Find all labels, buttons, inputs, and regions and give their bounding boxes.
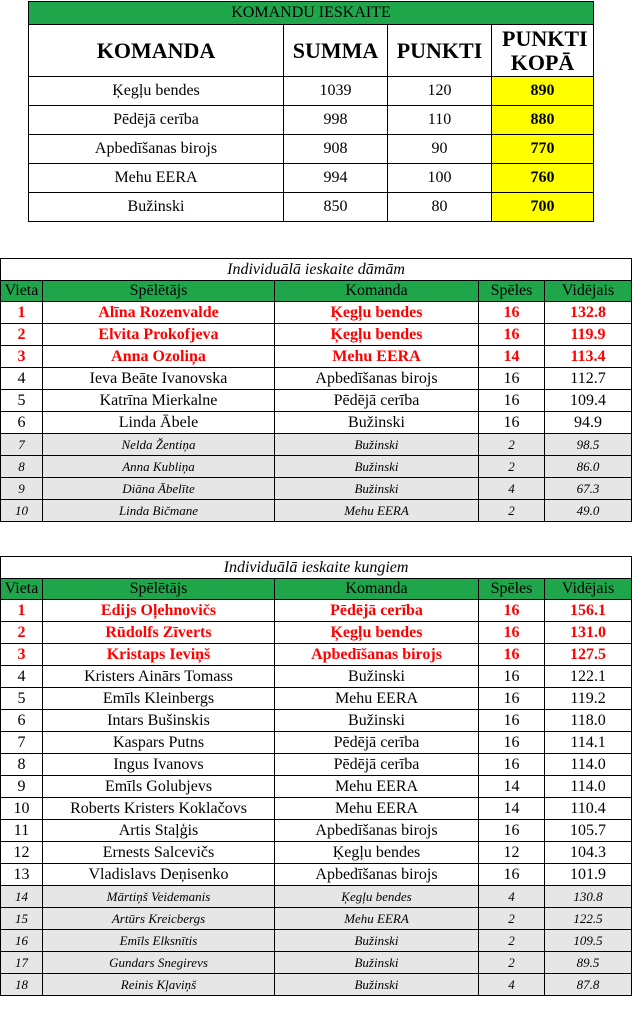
average-cell: 114.0 — [545, 776, 632, 798]
games-cell: 2 — [479, 952, 545, 974]
place-cell: 15 — [1, 908, 43, 930]
header-komanda: Komanda — [275, 281, 479, 302]
games-cell: 16 — [479, 412, 545, 434]
women-table-title: Individuālā ieskaite dāmām — [1, 259, 632, 281]
table-row — [1, 478, 632, 500]
player-cell: Mārtiņš Veidemanis — [43, 886, 275, 908]
header-punkti: PUNKTI — [388, 25, 492, 77]
team-punkti-kopa: 760 — [492, 164, 594, 193]
games-cell: 2 — [479, 908, 545, 930]
team-cell: Ķegļu bendes — [275, 302, 479, 324]
games-cell: 16 — [479, 710, 545, 732]
table-row — [1, 930, 632, 952]
average-cell: 49.0 — [545, 500, 632, 522]
average-cell: 127.5 — [545, 644, 632, 666]
table-row — [1, 688, 632, 710]
place-cell: 2 — [1, 324, 43, 346]
average-cell: 118.0 — [545, 710, 632, 732]
team-cell: Bužinski — [275, 456, 479, 478]
table-row — [1, 776, 632, 798]
games-cell: 14 — [479, 798, 545, 820]
player-cell: Anna Kubliņa — [43, 456, 275, 478]
average-cell: 94.9 — [545, 412, 632, 434]
table-row — [1, 302, 632, 324]
team-cell: Ķegļu bendes — [275, 886, 479, 908]
header-speles: Spēles — [479, 579, 545, 600]
player-cell: Intars Bušinskis — [43, 710, 275, 732]
average-cell: 122.1 — [545, 666, 632, 688]
average-cell: 132.8 — [545, 302, 632, 324]
games-cell: 12 — [479, 842, 545, 864]
average-cell: 98.5 — [545, 434, 632, 456]
header-videjais: Vidējais — [545, 579, 632, 600]
place-cell: 4 — [1, 666, 43, 688]
player-cell: Vladislavs Deņisenko — [43, 864, 275, 886]
header-vieta: Vieta — [1, 579, 43, 600]
games-cell: 4 — [479, 886, 545, 908]
header-summa: SUMMA — [284, 25, 388, 77]
table-row — [1, 974, 632, 996]
table-row — [1, 412, 632, 434]
player-cell: Anna Ozoliņa — [43, 346, 275, 368]
team-cell: Apbedīšanas birojs — [275, 368, 479, 390]
table-row — [1, 456, 632, 478]
table-row — [1, 622, 632, 644]
place-cell: 13 — [1, 864, 43, 886]
place-cell: 9 — [1, 776, 43, 798]
team-cell: Mehu EERA — [275, 798, 479, 820]
team-row — [29, 106, 594, 135]
team-punkti-kopa: 700 — [492, 193, 594, 222]
team-cell: Bužinski — [275, 666, 479, 688]
games-cell: 2 — [479, 930, 545, 952]
games-cell: 4 — [479, 478, 545, 500]
team-punkti: 120 — [388, 77, 492, 106]
team-cell: Mehu EERA — [275, 688, 479, 710]
games-cell: 16 — [479, 622, 545, 644]
table-row — [1, 886, 632, 908]
table-row — [1, 864, 632, 886]
table-row — [1, 952, 632, 974]
average-cell: 110.4 — [545, 798, 632, 820]
team-cell: Mehu EERA — [275, 908, 479, 930]
place-cell: 7 — [1, 434, 43, 456]
player-cell: Emīls Kleinbergs — [43, 688, 275, 710]
table-row — [1, 908, 632, 930]
table-row — [1, 500, 632, 522]
table-row — [1, 798, 632, 820]
team-name: Pēdējā cerība — [29, 106, 284, 135]
team-cell: Apbedīšanas birojs — [275, 820, 479, 842]
header-videjais: Vidējais — [545, 281, 632, 302]
table-row — [1, 434, 632, 456]
team-cell: Mehu EERA — [275, 346, 479, 368]
team-standings-table — [28, 1, 594, 222]
place-cell: 16 — [1, 930, 43, 952]
player-cell: Linda Bičmane — [43, 500, 275, 522]
average-cell: 130.8 — [545, 886, 632, 908]
average-cell: 119.2 — [545, 688, 632, 710]
player-cell: Kaspars Putns — [43, 732, 275, 754]
average-cell: 105.7 — [545, 820, 632, 842]
place-cell: 6 — [1, 710, 43, 732]
games-cell: 16 — [479, 600, 545, 622]
team-cell: Bužinski — [275, 434, 479, 456]
table-row — [1, 368, 632, 390]
average-cell: 114.1 — [545, 732, 632, 754]
place-cell: 17 — [1, 952, 43, 974]
team-row — [29, 77, 594, 106]
place-cell: 9 — [1, 478, 43, 500]
place-cell: 8 — [1, 754, 43, 776]
table-row — [1, 732, 632, 754]
player-cell: Reinis Kļaviņš — [43, 974, 275, 996]
place-cell: 6 — [1, 412, 43, 434]
team-punkti-kopa: 880 — [492, 106, 594, 135]
men-table-title: Individuālā ieskaite kungiem — [1, 557, 632, 579]
team-cell: Apbedīšanas birojs — [275, 644, 479, 666]
place-cell: 5 — [1, 390, 43, 412]
team-cell: Bužinski — [275, 952, 479, 974]
team-summa: 850 — [284, 193, 388, 222]
header-vieta: Vieta — [1, 281, 43, 302]
table-row — [1, 600, 632, 622]
table-row — [1, 710, 632, 732]
games-cell: 16 — [479, 666, 545, 688]
team-cell: Mehu EERA — [275, 500, 479, 522]
team-summa: 994 — [284, 164, 388, 193]
team-cell: Ķegļu bendes — [275, 622, 479, 644]
table-row — [1, 842, 632, 864]
games-cell: 2 — [479, 500, 545, 522]
team-cell: Bužinski — [275, 930, 479, 952]
table-row — [1, 346, 632, 368]
team-cell: Bužinski — [275, 710, 479, 732]
player-cell: Emīls Golubjevs — [43, 776, 275, 798]
team-table-title: KOMANDU IESKAITE — [29, 2, 594, 25]
place-cell: 18 — [1, 974, 43, 996]
place-cell: 4 — [1, 368, 43, 390]
place-cell: 3 — [1, 346, 43, 368]
player-cell: Ernests Salcevičs — [43, 842, 275, 864]
team-cell: Apbedīšanas birojs — [275, 864, 479, 886]
player-cell: Diāna Ābelīte — [43, 478, 275, 500]
header-speletajs: Spēlētājs — [43, 579, 275, 600]
table-row — [1, 666, 632, 688]
place-cell: 14 — [1, 886, 43, 908]
player-cell: Emīls Elksnītis — [43, 930, 275, 952]
player-cell: Roberts Kristers Koklačovs — [43, 798, 275, 820]
place-cell: 1 — [1, 302, 43, 324]
place-cell: 1 — [1, 600, 43, 622]
team-punkti: 90 — [388, 135, 492, 164]
average-cell: 131.0 — [545, 622, 632, 644]
place-cell: 10 — [1, 798, 43, 820]
games-cell: 2 — [479, 456, 545, 478]
player-cell: Ieva Beāte Ivanovska — [43, 368, 275, 390]
team-cell: Bužinski — [275, 974, 479, 996]
games-cell: 16 — [479, 754, 545, 776]
games-cell: 16 — [479, 732, 545, 754]
team-cell: Ķegļu bendes — [275, 324, 479, 346]
team-punkti: 80 — [388, 193, 492, 222]
team-cell: Mehu EERA — [275, 776, 479, 798]
place-cell: 3 — [1, 644, 43, 666]
games-cell: 16 — [479, 688, 545, 710]
average-cell: 109.4 — [545, 390, 632, 412]
games-cell: 16 — [479, 368, 545, 390]
games-cell: 16 — [479, 302, 545, 324]
team-row — [29, 135, 594, 164]
table-row — [1, 820, 632, 842]
team-row — [29, 164, 594, 193]
average-cell: 109.5 — [545, 930, 632, 952]
team-cell: Bužinski — [275, 478, 479, 500]
average-cell: 104.3 — [545, 842, 632, 864]
place-cell: 2 — [1, 622, 43, 644]
average-cell: 113.4 — [545, 346, 632, 368]
player-cell: Kristers Ainārs Tomass — [43, 666, 275, 688]
table-row — [1, 754, 632, 776]
header-speletajs: Spēlētājs — [43, 281, 275, 302]
team-punkti: 100 — [388, 164, 492, 193]
team-cell: Ķegļu bendes — [275, 842, 479, 864]
header-punkti-kopa: PUNKTI KOPĀ — [492, 25, 594, 77]
games-cell: 2 — [479, 434, 545, 456]
table-row — [1, 644, 632, 666]
average-cell: 101.9 — [545, 864, 632, 886]
team-summa: 998 — [284, 106, 388, 135]
team-punkti-kopa: 890 — [492, 77, 594, 106]
average-cell: 89.5 — [545, 952, 632, 974]
games-cell: 4 — [479, 974, 545, 996]
team-cell: Pēdējā cerība — [275, 732, 479, 754]
games-cell: 16 — [479, 390, 545, 412]
average-cell: 112.7 — [545, 368, 632, 390]
place-cell: 12 — [1, 842, 43, 864]
team-name: Ķegļu bendes — [29, 77, 284, 106]
player-cell: Edijs Oļehnovičs — [43, 600, 275, 622]
player-cell: Ingus Ivanovs — [43, 754, 275, 776]
average-cell: 114.0 — [545, 754, 632, 776]
games-cell: 16 — [479, 644, 545, 666]
average-cell: 119.9 — [545, 324, 632, 346]
average-cell: 122.5 — [545, 908, 632, 930]
team-name: Apbedīšanas birojs — [29, 135, 284, 164]
team-punkti-kopa: 770 — [492, 135, 594, 164]
player-cell: Nelda Žentiņa — [43, 434, 275, 456]
team-cell: Bužinski — [275, 412, 479, 434]
average-cell: 156.1 — [545, 600, 632, 622]
table-row — [1, 390, 632, 412]
games-cell: 16 — [479, 864, 545, 886]
team-summa: 908 — [284, 135, 388, 164]
place-cell: 8 — [1, 456, 43, 478]
header-komanda: Komanda — [275, 579, 479, 600]
player-cell: Artūrs Kreicbergs — [43, 908, 275, 930]
average-cell: 87.8 — [545, 974, 632, 996]
place-cell: 11 — [1, 820, 43, 842]
team-cell: Pēdējā cerība — [275, 600, 479, 622]
women-individual-table — [0, 258, 632, 522]
player-cell: Kristaps Ieviņš — [43, 644, 275, 666]
player-cell: Katrīna Mierkalne — [43, 390, 275, 412]
player-cell: Artis Staļģis — [43, 820, 275, 842]
team-cell: Pēdējā cerība — [275, 390, 479, 412]
men-individual-table — [0, 556, 632, 996]
table-row — [1, 324, 632, 346]
team-row — [29, 193, 594, 222]
place-cell: 5 — [1, 688, 43, 710]
player-cell: Linda Ābele — [43, 412, 275, 434]
average-cell: 86.0 — [545, 456, 632, 478]
team-cell: Pēdējā cerība — [275, 754, 479, 776]
header-komanda: KOMANDA — [29, 25, 284, 77]
team-summa: 1039 — [284, 77, 388, 106]
games-cell: 16 — [479, 820, 545, 842]
team-name: Mehu EERA — [29, 164, 284, 193]
games-cell: 14 — [479, 346, 545, 368]
player-cell: Gundars Snegirevs — [43, 952, 275, 974]
header-speles: Spēles — [479, 281, 545, 302]
player-cell: Elvita Prokofjeva — [43, 324, 275, 346]
place-cell: 10 — [1, 500, 43, 522]
player-cell: Rūdolfs Zīverts — [43, 622, 275, 644]
games-cell: 16 — [479, 324, 545, 346]
average-cell: 67.3 — [545, 478, 632, 500]
team-punkti: 110 — [388, 106, 492, 135]
games-cell: 14 — [479, 776, 545, 798]
team-name: Bužinski — [29, 193, 284, 222]
place-cell: 7 — [1, 732, 43, 754]
player-cell: Alīna Rozenvalde — [43, 302, 275, 324]
